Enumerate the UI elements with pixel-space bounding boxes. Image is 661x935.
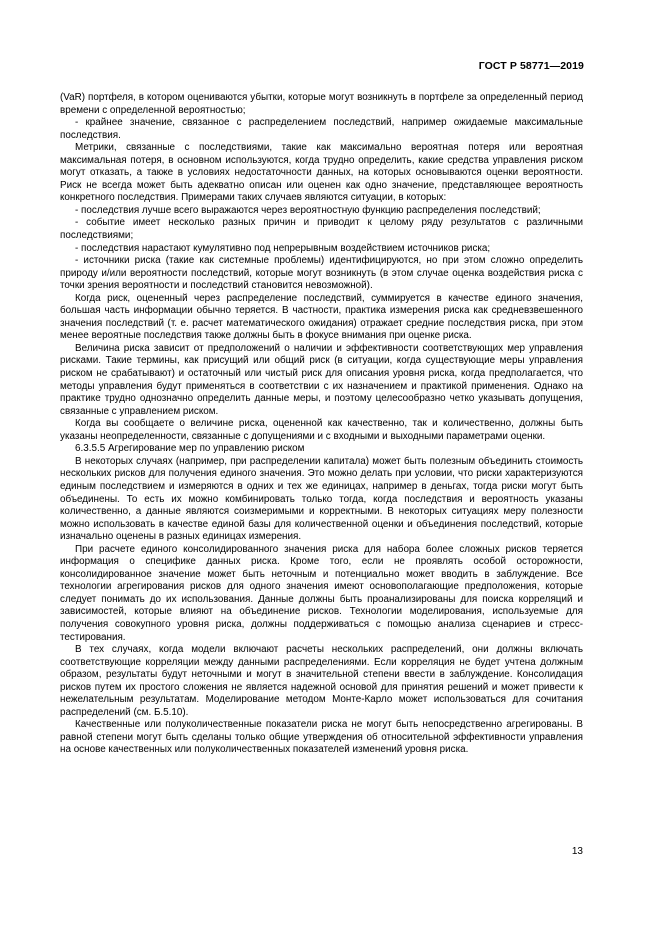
paragraph-uncertainty-reporting: Когда вы сообщаете о величине риска, оцененной как качественно, так и количественно, должны быть указаны неопределенности, связанные с допущениями и с входными и выходными параметрами оценки.	[60, 418, 583, 442]
document-body	[60, 92, 583, 757]
document-code-header: ГОСТ Р 58771—2019	[478, 60, 584, 72]
paragraph-qualitative-indicators: Качественные или полуколичественные показатели риска не могут быть непосредственно агрегированы. В равной степени могут быть сделаны только общие утверждения об относительной эффективности управления на основе качественных или полуколичественных показателей изменений уровня риска.	[60, 719, 583, 756]
paragraph-distribution-correlations: В тех случаях, когда модели включают расчеты нескольких распределений, они должны включать соответствующие корреляции между данными распределениями. Если корреляция не будет учтена должным образом, результаты будут неточными и могут в значительной степени ввести в заблуждение. Консолидация рисков путем их простого сложения не является надежной основой для принятия решений и может привести к нежелательным результатам. Моделирование методом Монте-Карло может использоваться для сочитания распределений (см. Б.5.10).	[60, 644, 583, 718]
list-item-systemic-sources: - источники риска (такие как системные проблемы) идентифицируются, но при этом сложно определить природу и/или вероятности последствий, которые могут возникнуть (в этом случае оценка воздействия риска с точки зрения вероятности и последствий становится невозможной).	[60, 255, 583, 292]
paragraph-var-continuation: (VaR) портфеля, в котором оцениваются убытки, которые могут возникнуть в портфеле за определенный период времени с определенной вероятностью;	[60, 92, 583, 116]
paragraph-single-value-summary: Когда риск, оцененный через распределение последствий, суммируется в качестве единого значения, большая часть информации обычно теряется. В частности, практика измерения риска как средневзвешенного значения последствий (т. е. расчет математического ожидания) отражает средние последствия риска, при этом менее вероятные последствия также должны быть в фокусе внимания при оценке риска.	[60, 292, 583, 342]
page-number: 13	[571, 846, 583, 857]
section-heading-6-3-5-5: 6.3.5.5 Агрегирование мер по управлению риском	[75, 443, 305, 455]
paragraph-risk-magnitude: Величина риска зависит от предположений о наличии и эффективности соответствующих мер управления рисками. Такие термины, как присущий или общий риск (в ситуации, когда существующие меры управления риском не срабатывают) и остаточный или чистый риск для описания уровня риска, когда предполагается, что методы управления будут применяться в соответствии с их назначением и практикой применения. Однако на практике трудно однозначно определить данные меры, и поэтому целесообразно четко указывать допущения, связанные с управлением риском.	[60, 342, 583, 417]
paragraph-aggregation-cases: В некоторых случаях (например, при распределении капитала) может быть полезным объединить стоимость нескольких рисков для получения единого значения. Это можно делать при условии, что риски характеризуются единым последствием и измеряются в одних и тех же единицах, например в деньгах, тогда риски могут быть объединены. То есть их можно комбинировать только тогда, когда последствия и вероятность указаны количественно, а данные являются соизмеримыми и корректными. В некоторых ситуациях меру полезности можно использовать в качестве единой базы для количественной оценки и объединения последствий, которые изначально оценены в разных единицах измерения.	[60, 455, 583, 543]
list-item-cumulative: - последствия нарастают кумулятивно под непрерывным воздействием источников риска;	[75, 242, 491, 254]
list-item-extreme-value: - крайнее значение, связанное с распределением последствий, например ожидаемые максимальные последствия.	[60, 117, 583, 141]
list-item-several-causes: - событие имеет несколько разных причин и приводит к целому ряду результатов с различными последствиями;	[60, 217, 583, 242]
paragraph-consequence-metrics: Метрики, связанные с последствиями, такие как максимально вероятная потеря или вероятная максимальная потеря, в основном используются, когда трудно определить, какие средства управления риском могут отказать, а также в условиях недостаточности данных, на которых основываются оценки вероятности. Риск не всегда может быть адекватно описан или оценен как одно значение, представляющее вероятность конкретного последствия. Примерами таких случаев являются ситуации, в которых:	[60, 142, 583, 204]
list-item-distribution-function: - последствия лучше всего выражаются через вероятностную функцию распределения последствий;	[75, 204, 541, 216]
paragraph-consolidated-value: При расчете единого консолидированного значения риска для набора более сложных рисков теряется информация о специфике данных риска. Кроме того, если не проявлять особой осторожности, консолидированное значение может быть неточным и потенциально может вводить в заблуждение. Все технологии агрегирования рисков для одного значения имеют основополагающие предположения, которые следует понимать до их использования. Данные должны быть проанализированы для поиска корреляций и зависимостей, которые влияют на объединение рисков. Технологии моделирования, используемые для получения совокупного уровня риска, должны поддерживаться с помощью анализа сценариев и стресс-тестирования.	[60, 543, 583, 643]
